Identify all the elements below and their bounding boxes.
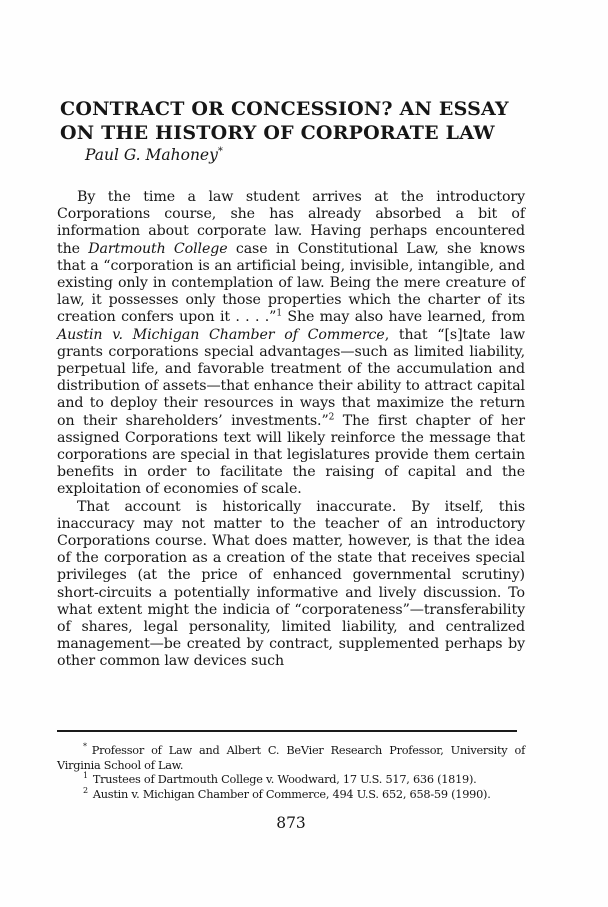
footnotes-section [57,744,525,802]
footnote-marker: 2 [83,785,88,795]
footnote [57,744,525,773]
body-paragraph: That account is historically inaccurate. By itself, this inaccuracy may not matter to the teacher of an introductory Corporations course. What does matter, however, is that the idea of the corporation as a creation of the state that receives special privileges (at the price of enhanced governmental scrutiny) short-circuits a potentially informative and lively discussion. To what extent might the indicia of “corporateness”—transferability of shares, legal personality, limited liability, and centralized management—be created by contract, supplemented perhaps by other common law devices such [57,498,525,670]
footnote-marker: 1 [83,771,88,781]
page-title [60,97,532,145]
page-title-line-1: CONTRACT OR CONCESSION? AN ESSAY [60,97,509,120]
footnote [57,785,525,803]
page-number: 873 [276,814,306,832]
author-footnote-marker: * [217,145,223,157]
footnote-text: Austin v. Michigan Chamber of Commerce, 494 U.S. 652, 658-59 (1990). [92,787,491,801]
article-body [57,189,525,671]
footnote-text: Trustees of Dartmouth College v. Woodward, 17 U.S. 517, 636 (1819). [92,773,477,786]
footnote-separator-rule [57,730,517,732]
author-byline [85,146,223,164]
author-name: Paul G. Mahoney [85,146,218,164]
footnote-marker: * [83,742,87,752]
footnote-text: Professor of Law and Albert C. BeVier Research Professor, University of Virginia School of Law. [57,744,525,772]
footnote [57,773,525,788]
body-paragraph: By the time a law student arrives at the introductory Corporations course, she has already absorbed a bit of information about corporate law. Having perhaps encountered the Dartmouth College case in Constitutional Law, she knows that a “corporation is an artificial being, invisible, intangible, and existing only in contemplation of law. Being the mere creature of law, it possesses only those properties which the charter of its creation confers upon it . . . .”$^1$ She may also have learned, from Austin v. Michigan Chamber of Commerce, that “[s]tate law grants corporations special advantages—such as limited liability, perpetual life, and favorable treatment of the accumulation and distribution of assets—that enhance their ability to attract capital and to deploy their resources in ways that maximize the return on their shareholders’ investments.”$^2$ The first chapter of her assigned Corporations text will likely reinforce the message that corporations are special in that legislatures provide them certain benefits in order to facilitate the raising of capital and the exploitation of economies of scale. [57,189,525,498]
page-title-line-2: ON THE HISTORY OF CORPORATE LAW [60,121,495,144]
